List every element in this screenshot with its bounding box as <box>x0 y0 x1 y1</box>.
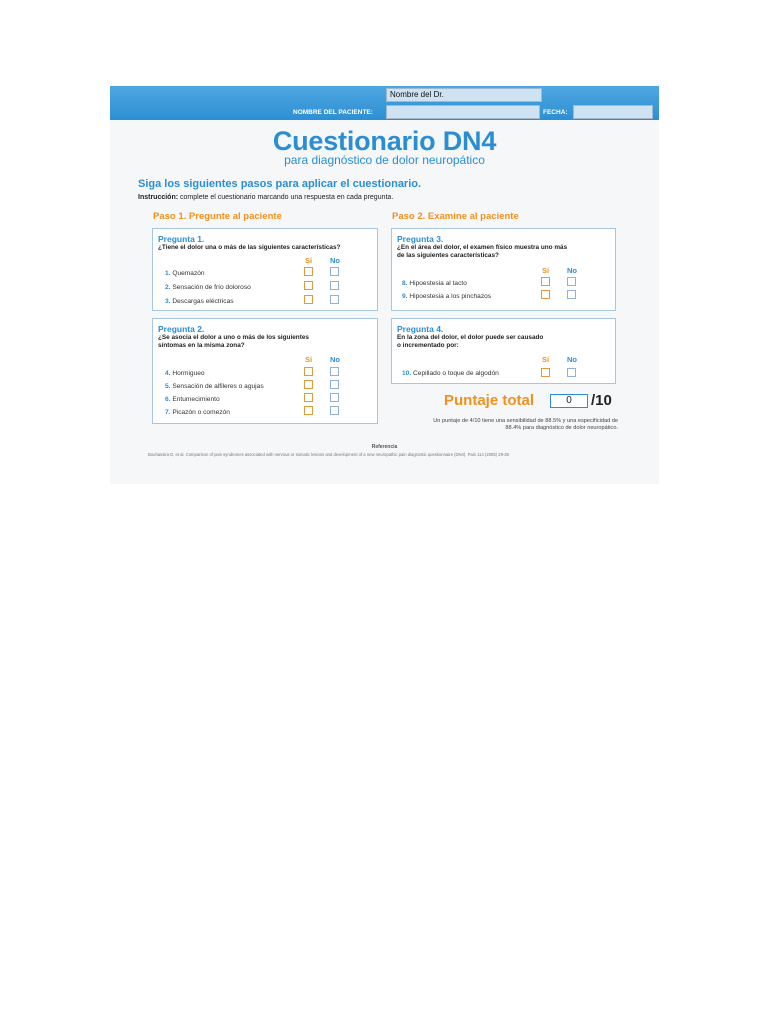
date-field[interactable] <box>573 105 653 119</box>
instruction-text: complete el cuestionario marcando una respuesta en cada pregunta. <box>180 194 394 201</box>
item-10 <box>402 370 499 377</box>
question-2-text-line1: ¿Se asocia el dolor a uno o más de los siguientes <box>158 334 309 341</box>
date-label: FECHA: <box>543 109 568 116</box>
item-9 <box>402 293 491 300</box>
question-3-text <box>397 244 567 260</box>
yes-column-label: Sí <box>542 266 550 275</box>
score-note-line1: Un puntaje de 4/10 tiene una sensibilidad de 88.5% y una especificidad de <box>433 418 618 424</box>
item-number: 3. <box>165 298 171 305</box>
item-7-yes-checkbox[interactable] <box>304 406 313 415</box>
item-label: Sensación de frío doloroso <box>172 284 251 291</box>
item-number: 2. <box>165 284 171 291</box>
item-10-yes-checkbox[interactable] <box>541 368 550 377</box>
patient-name-field[interactable] <box>386 105 540 119</box>
item-5 <box>165 383 264 390</box>
item-3 <box>165 298 234 305</box>
question-2-heading: Pregunta 2. <box>158 324 205 334</box>
step1-heading: Paso 1. Pregunte al paciente <box>153 211 282 222</box>
item-4-yes-checkbox[interactable] <box>304 367 313 376</box>
total-score-label: Puntaje total <box>444 392 535 409</box>
question-1-text: ¿Tiene el dolor una o más de las siguientes características? <box>158 244 341 251</box>
doctor-name-field[interactable]: Nombre del Dr. <box>386 88 542 102</box>
dn4-form <box>110 86 659 484</box>
yes-column-label: Sí <box>305 355 313 364</box>
item-1-yes-checkbox[interactable] <box>304 267 313 276</box>
item-4 <box>165 370 205 377</box>
item-label: Entumecimiento <box>172 396 220 403</box>
item-2-yes-checkbox[interactable] <box>304 281 313 290</box>
item-label: Hipoestesia a los pinchazos <box>409 293 492 300</box>
item-number: 6. <box>165 396 171 403</box>
question-4-box <box>391 318 616 384</box>
item-label: Picazón o comezón <box>172 409 230 416</box>
question-3-text-line2: de las siguientes características? <box>397 252 499 259</box>
form-title: Cuestionario DN4 <box>272 126 497 156</box>
item-8-no-checkbox[interactable] <box>567 277 576 286</box>
item-10-no-checkbox[interactable] <box>567 368 576 377</box>
no-column-label: No <box>567 355 577 364</box>
item-9-yes-checkbox[interactable] <box>541 290 550 299</box>
item-3-no-checkbox[interactable] <box>330 295 339 304</box>
item-label: Hormigueo <box>172 370 205 377</box>
item-4-no-checkbox[interactable] <box>330 367 339 376</box>
step2-heading: Paso 2. Examine al paciente <box>392 211 519 222</box>
item-number: 10. <box>402 370 412 377</box>
instruction-label: Instrucción: <box>138 194 179 201</box>
question-2-box <box>152 318 378 424</box>
no-column-label: No <box>330 355 340 364</box>
patient-name-label: NOMBRE DEL PACIENTE: <box>293 109 373 116</box>
item-6-yes-checkbox[interactable] <box>304 393 313 402</box>
item-number: 7. <box>165 409 171 416</box>
reference-text: Bouhassira D, et al. Comparison of pain syndromes associated with nervous or somatic lesions and development of a new neuropathic pain diagnostic questionnaire (DN4). Pain 114 (2005) 29-36 <box>148 452 509 457</box>
question-2-text <box>158 334 309 350</box>
item-number: 8. <box>402 280 408 287</box>
item-6-no-checkbox[interactable] <box>330 393 339 402</box>
header-band <box>110 86 659 120</box>
question-3-box <box>391 228 616 311</box>
yes-column-label: Sí <box>305 256 313 265</box>
item-9-no-checkbox[interactable] <box>567 290 576 299</box>
item-label: Quemazón <box>172 270 205 277</box>
item-3-yes-checkbox[interactable] <box>304 295 313 304</box>
question-3-text-line1: ¿En el área del dolor, el examen físico muestra uno más <box>397 244 568 251</box>
item-1-no-checkbox[interactable] <box>330 267 339 276</box>
item-2 <box>165 284 251 291</box>
item-1 <box>165 270 205 277</box>
item-2-no-checkbox[interactable] <box>330 281 339 290</box>
question-1-box <box>152 228 378 311</box>
item-6 <box>165 396 220 403</box>
question-4-text-line1: En la zona del dolor, el dolor puede ser causado <box>397 334 544 341</box>
item-5-yes-checkbox[interactable] <box>304 380 313 389</box>
total-score-field[interactable]: 0 <box>550 394 588 408</box>
item-label: Hipoestesia al tacto <box>409 280 467 287</box>
reference-title: Referencia <box>371 444 398 450</box>
form-subtitle: para diagnóstico de dolor neuropático <box>284 153 485 167</box>
item-8 <box>402 280 467 287</box>
score-denominator: /10 <box>591 392 612 409</box>
question-3-heading: Pregunta 3. <box>397 234 444 244</box>
item-5-no-checkbox[interactable] <box>330 380 339 389</box>
no-column-label: No <box>330 256 340 265</box>
item-7-no-checkbox[interactable] <box>330 406 339 415</box>
question-4-heading: Pregunta 4. <box>397 324 444 334</box>
question-4-text-line2: o incrementado por: <box>397 342 459 349</box>
score-note-line2: 88.4% para diagnóstico de dolor neuropático. <box>505 425 618 431</box>
question-1-heading: Pregunta 1. <box>158 234 205 244</box>
item-number: 9. <box>402 293 408 300</box>
no-column-label: No <box>567 266 577 275</box>
item-number: 5. <box>165 383 171 390</box>
steps-heading: Siga los siguientes pasos para aplicar el cuestionario. <box>138 178 422 190</box>
question-2-text-line2: síntomas en la misma zona? <box>158 342 245 349</box>
question-4-text <box>397 334 543 350</box>
item-label: Cepillado o toque de algodón <box>413 370 499 377</box>
item-label: Descargas eléctricas <box>172 298 234 305</box>
yes-column-label: Sí <box>542 355 550 364</box>
item-7 <box>165 409 230 416</box>
item-number: 4. <box>165 370 171 377</box>
instruction <box>138 194 393 201</box>
item-8-yes-checkbox[interactable] <box>541 277 550 286</box>
item-label: Sensación de alfileres o agujas <box>172 383 264 390</box>
item-number: 1. <box>165 270 171 277</box>
score-note <box>380 418 618 432</box>
